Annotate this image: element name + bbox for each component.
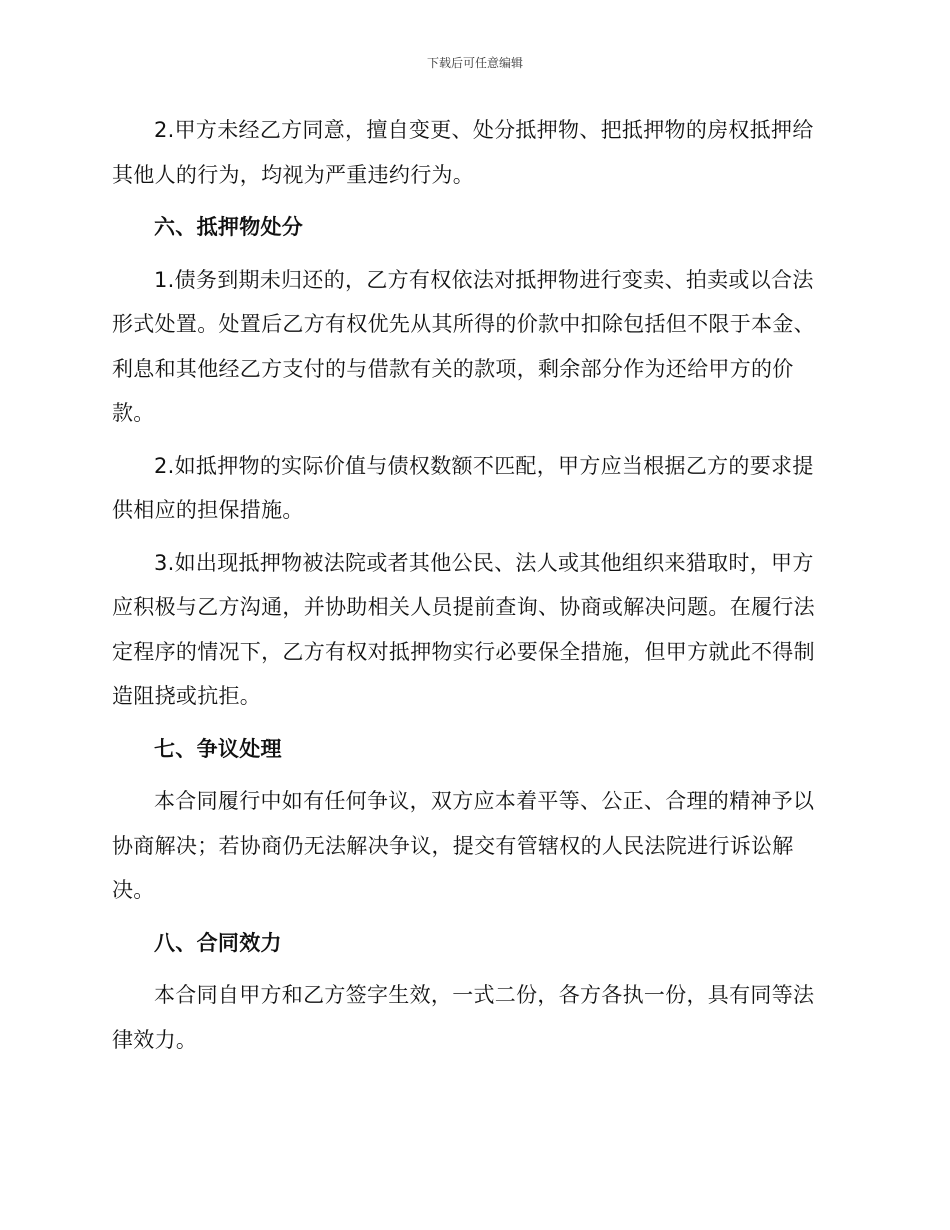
clause-5-2-paragraph: 2.甲方未经乙方同意，擅自变更、处分抵押物、把抵押物的房权抵押给其他人的行为，均视为严重违约行为。 [112,118,814,187]
section-7-heading: 七、争议处理 [154,736,282,761]
clause-6-3-paragraph: 3.如出现抵押物被法院或者其他公民、法人或其他组织来猎取时，甲方应积极与乙方沟通，并协助相关人员提前查询、协商或解决问题。在履行法定程序的情况下，乙方有权对抵押物实行必要保全措施，但甲方就此不得制造阻挠或抗拒。 [112,550,815,708]
clause-6-2-paragraph: 2.如抵押物的实际价值与债权数额不匹配，甲方应当根据乙方的要求提供相应的担保措施。 [112,453,814,522]
document-body [112,108,832,1062]
page-header-note: 下载后可任意编辑 [426,56,523,70]
clause-6-1-paragraph: 1.债务到期未归还的，乙方有权依法对抵押物进行变卖、拍卖或以合法形式处置。处置后乙方有权优先从其所得的价款中扣除包括但不限于本金、利息和其他经乙方支付的与借款有关的款项，剩余部分作为还给甲方的价款。 [112,267,815,425]
section-8-heading: 八、合同效力 [154,930,282,955]
clause-8-paragraph: 本合同自甲方和乙方签字生效，一式二份，各方各执一份，具有同等法律效力。 [112,983,815,1052]
section-6-heading: 六、抵押物处分 [154,215,304,239]
clause-7-paragraph: 本合同履行中如有任何争议，双方应本着平等、公正、合理的精神予以协商解决；若协商仍无法解决争议，提交有管辖权的人民法院进行诉讼解决。 [112,789,815,902]
